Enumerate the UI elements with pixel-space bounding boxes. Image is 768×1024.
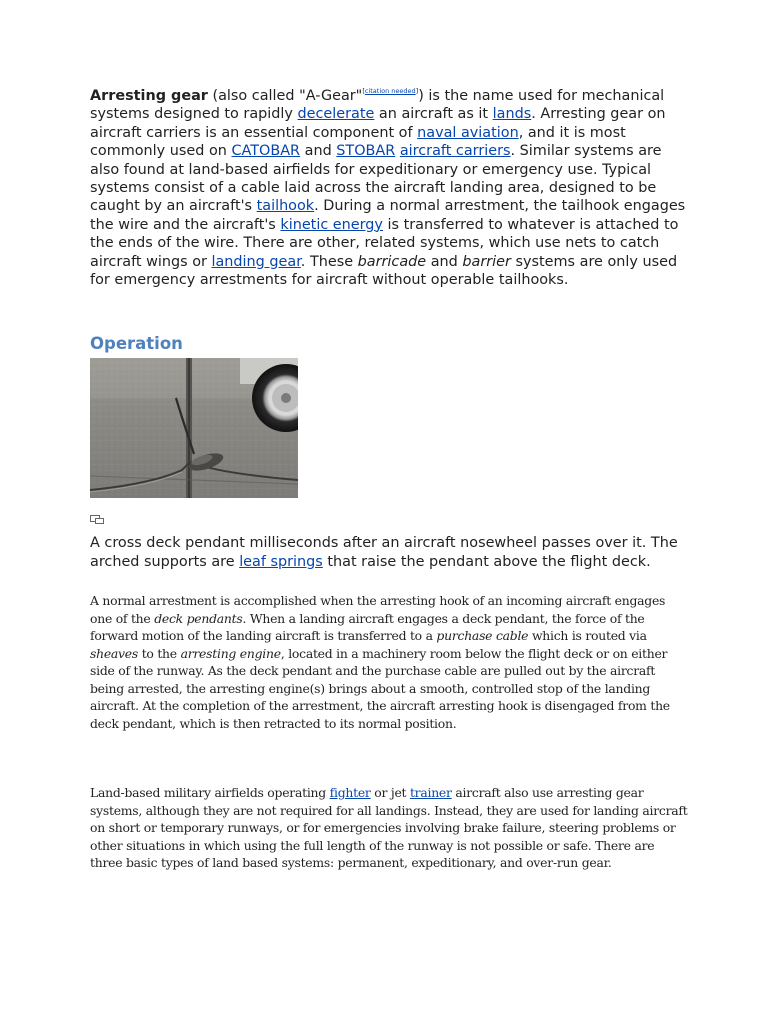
body-text: aircraft also use arresting gear systems, although they are not required for all landings. Instead, they are used for landing aircraft on short or temporary runways, or for emergencies involving brake failure, steering problems or other situations in which using the full length of the runway is not possible or safe. There are three basic types of land based systems: permanent, expeditionary, and over-run gear. <box>90 785 688 870</box>
link-tailhook[interactable]: tailhook <box>256 198 315 215</box>
emphasis-sheaves: sheaves <box>90 645 139 661</box>
enlarge-icon[interactable] <box>90 511 104 522</box>
emphasis-barrier: barrier <box>462 253 511 270</box>
link-aircraft-carriers[interactable]: aircraft carriers <box>399 143 511 160</box>
emphasis-barricade: barricade <box>357 253 427 270</box>
citation-bracket-close: ] <box>415 87 419 95</box>
figure-caption <box>90 534 690 572</box>
body-text: . When a landing aircraft engages a deck pendant, the force of the forward motion of the landing aircraft is transferred to a <box>90 610 645 643</box>
intro-text: an aircraft as it <box>374 106 493 123</box>
intro-text: . Similar systems are also found at land-based airfields for expeditionary or emergency use. Typical systems consist of a cable laid across the aircraft landing area, designed to be caught by an aircraft's <box>90 143 662 215</box>
caption-text: that raise the pendant above the flight deck. <box>322 554 651 570</box>
body-text: to the <box>138 645 181 661</box>
link-fighter[interactable]: fighter <box>329 785 371 800</box>
citation-bracket-open: [ <box>362 87 365 95</box>
link-decelerate[interactable]: decelerate <box>297 106 375 123</box>
link-trainer[interactable]: trainer <box>409 785 452 800</box>
emphasis-purchase-cable: purchase cable <box>436 628 529 643</box>
intro-text: . During a normal arrestment, the tailhook engages the wire and the aircraft's <box>90 198 686 233</box>
deck-photo <box>90 358 298 498</box>
emphasis-arresting-engine: arresting engine <box>180 645 281 661</box>
body-text: , located in a machinery room below the flight deck or on either side of the runway. As the deck pendant and the purchase cable are pulled out by the aircraft being arrested, the arresting engine(s) brings about a smooth, controlled stop of the landing aircraft. At the completion of the arrestment, the aircraft arresting hook is disengaged from the deck pendant, which is then retracted to its normal position. <box>90 645 670 731</box>
intro-text: and <box>426 253 463 270</box>
body-text: A normal arrestment is accomplished when the arresting hook of an incoming aircraft engages one of the <box>90 593 666 626</box>
intro-text: is transferred to whatever is attached to the ends of the wire. There are other, related systems, which use nets to catch aircraft wings or <box>90 216 679 270</box>
citation-needed-link[interactable]: citation needed <box>364 87 416 95</box>
body-paragraph-arrestment <box>90 592 690 732</box>
article-term: Arresting gear <box>90 88 208 104</box>
link-landing-gear[interactable]: landing gear <box>211 253 301 270</box>
intro-paragraph <box>90 87 690 289</box>
caption-text: A cross deck pendant milliseconds after an aircraft nosewheel passes over it. The arched supports are <box>90 535 678 570</box>
link-naval-aviation[interactable]: naval aviation <box>417 124 519 141</box>
link-leaf-springs[interactable]: leaf springs <box>239 554 323 570</box>
enlarge-icon-graphic <box>90 513 104 524</box>
body-paragraph-land-based <box>90 784 690 872</box>
link-stobar[interactable]: STOBAR <box>336 143 396 160</box>
citation-needed <box>362 87 418 95</box>
body-text: or jet <box>370 785 410 800</box>
link-catobar[interactable]: CATOBAR <box>231 143 301 160</box>
body-text: which is routed via <box>528 628 647 643</box>
intro-text: . Arresting gear on aircraft carriers is an essential component of <box>90 106 666 141</box>
link-kinetic-energy[interactable]: kinetic energy <box>280 216 383 233</box>
intro-text: . These <box>300 253 358 270</box>
figure-image-cross-deck-pendant[interactable] <box>90 358 298 498</box>
emphasis-deck-pendants: deck pendants <box>154 610 243 626</box>
body-text: Land-based military airfields operating <box>90 785 330 800</box>
intro-text: and <box>300 143 337 160</box>
section-heading-operation: Operation <box>90 334 183 353</box>
intro-text: systems are only used for emergency arrestments for aircraft without operable tailhooks. <box>90 253 678 289</box>
link-lands[interactable]: lands <box>492 106 532 123</box>
intro-text: ) is the name used for mechanical systems designed to rapidly <box>90 88 665 123</box>
intro-text: (also called "A-Gear" <box>207 88 363 104</box>
intro-text: , and it is most commonly used on <box>90 124 626 160</box>
